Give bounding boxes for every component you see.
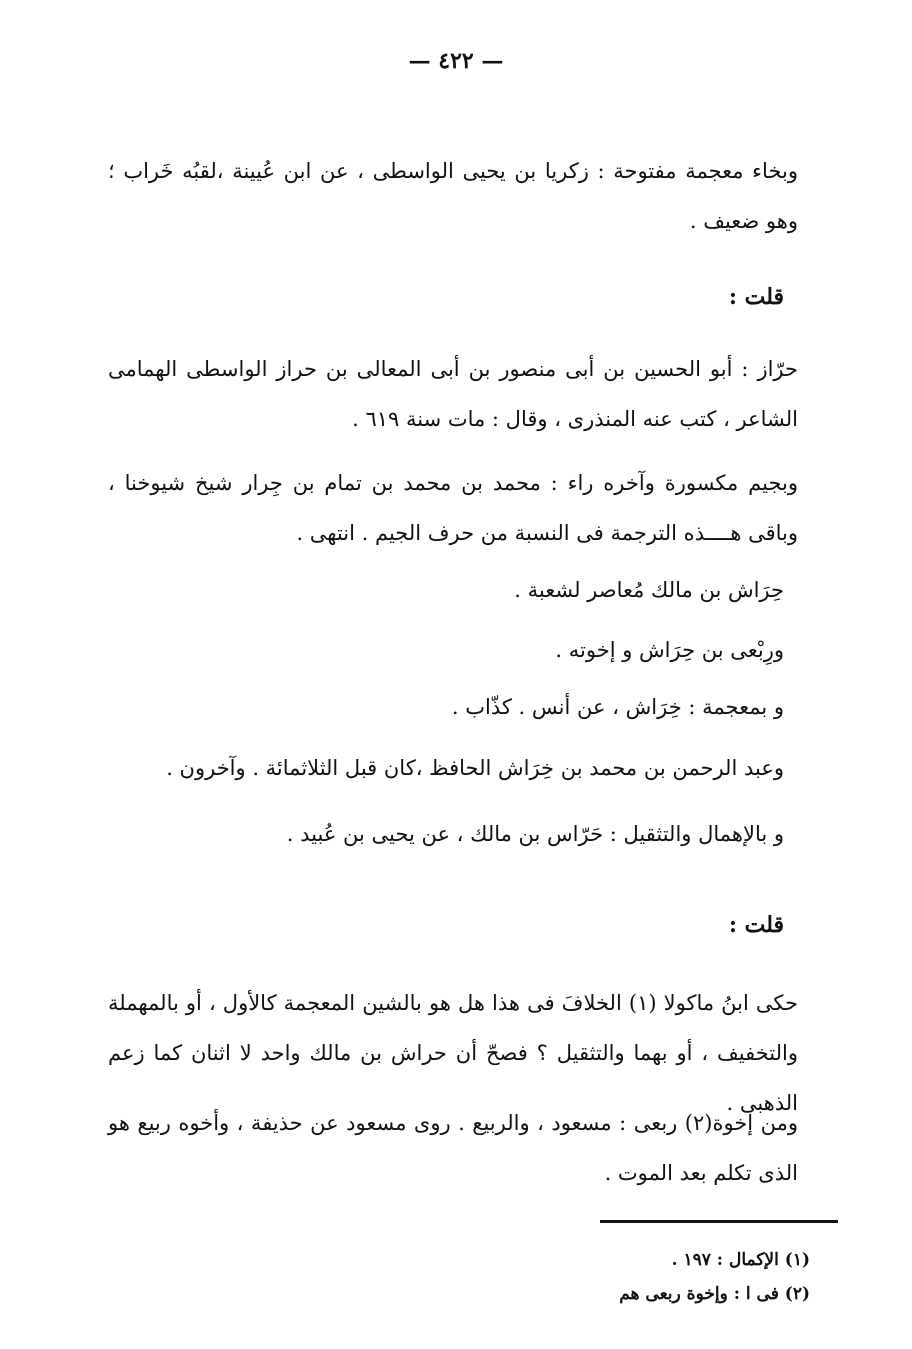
paragraph-ikhwat-ribi: ومن إخوة(٢) ربعى : مسعود ، والربيع . روى مسعود عن حذيفة ، وأخوه ربيع هو الذى تكلم بعد الموت .: [108, 1111, 798, 1185]
entry-abd-al-rahman: وعبد الرحمن بن محمد بن خِرَاش الحافظ ،كان قبل الثلاثمائة . وآخرون .: [166, 756, 784, 780]
paragraph-zakariya: وبخاء معجمة مفتوحة : زكريا بن يحيى الواسطى ، عن ابن عُيينة ،لقبُه خَراب ؛ وهو ضعيف .: [108, 159, 798, 233]
entry-ribi-bin-hirash: ورِبْعى بن حِرَاش و إخوته .: [555, 638, 784, 662]
entry-khirash: و بمعجمة : خِرَاش ، عن أنس . كذّاب .: [451, 695, 784, 719]
paragraph-harraz: حرّاز : أبو الحسين بن أبى منصور بن أبى المعالى بن حراز الواسطى الهمامى الشاعر ، كتب عنه المنذرى ، وقال : مات سنة ٦١٩ .: [108, 357, 798, 431]
heading-qult-2: قلت :: [728, 912, 784, 938]
paragraph-ibn-makula: حكى ابنُ ماكولا (١) الخلافَ فى هذا هل هو بالشين المعجمة كالأول ، أو بالمهملة والتخفيف ، أو بهما والتثقيل ؟ فصحّ أن حراش بن مالك واحد لا اثنان كما زعم الذهبى .: [108, 991, 798, 1115]
entry-hirash-bin-malik: حِرَاش بن مالك مُعاصر لشعبة .: [514, 578, 784, 602]
footnote-2: (٢) فى ا : وإخوة ربعى هم: [619, 1284, 810, 1304]
footnote-divider: [600, 1220, 838, 1223]
entry-harras: و بالإهمال والتثقيل : حَرّاس بن مالك ، عن يحيى بن عُبيد .: [286, 822, 784, 846]
heading-qult-1: قلت :: [728, 284, 784, 310]
paragraph-jirar: وبجيم مكسورة وآخره راء : محمد بن محمد بن تمام بن جِرار شيخ شيوخنا ، وباقى هــــذه الترجمة فى النسبة من حرف الجيم . انتهى .: [108, 471, 798, 545]
footnote-1: (١) الإكمال : ١٩٧ .: [671, 1250, 810, 1270]
page-number: — ٤٢٢ —: [408, 48, 504, 74]
